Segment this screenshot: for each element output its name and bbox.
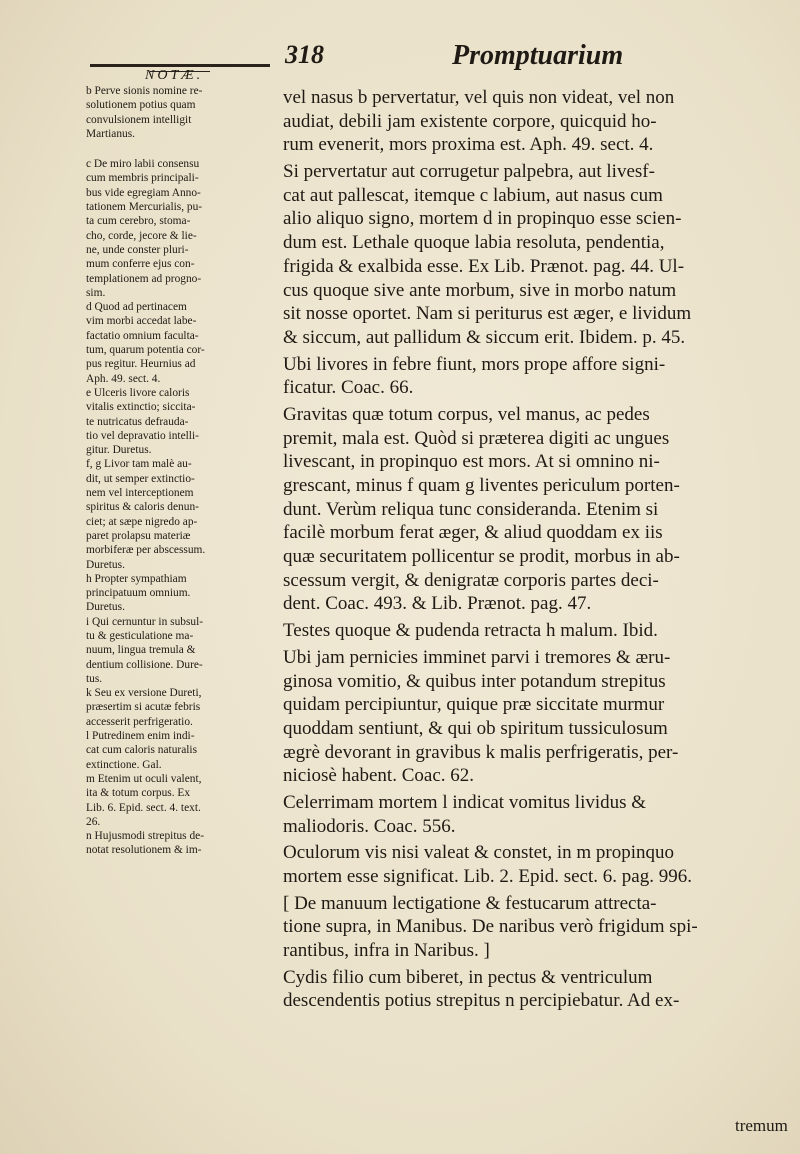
text-line: audiat, debili jam existente corpore, quicquid ho- — [283, 110, 657, 132]
note-line: accesserit perfrigeratio. — [86, 715, 193, 728]
note-line: tum, quarum potentia cor- — [86, 344, 205, 357]
note-line: ciet; at sæpe nigredo ap- — [86, 515, 198, 528]
note-line: morbiferæ per abscessum. — [86, 544, 206, 557]
text-line: maliodoris. Coac. 556. — [283, 815, 456, 837]
note-line: vitalis extinctio; siccita- — [86, 401, 196, 414]
text-line: Si pervertatur aut corrugetur palpebra, aut livesf- — [283, 161, 655, 183]
note-line: dentium collisione. Dure- — [86, 658, 203, 671]
text-line: cat aut pallescat, itemque c labium, aut nasus cum — [283, 184, 663, 206]
note-line: e Ulceris livore caloris — [86, 386, 190, 399]
note-line: m Etenim ut oculi valent, — [86, 772, 202, 785]
note-line: h Propter sympathiam — [86, 572, 187, 585]
text-line: sit nosse oportet. Nam si periturus est æger, e lividum — [283, 303, 692, 325]
text-line: tione supra, in Manibus. De naribus verò frigidum spi- — [283, 916, 698, 938]
text-line: ficatur. Coac. 66. — [283, 377, 414, 399]
text-line: dent. Coac. 493. & Lib. Prænot. pag. 47. — [283, 593, 592, 615]
note-line: ita & totum corpus. Ex — [86, 787, 191, 800]
text-line: grescant, minus f quam g liventes periculum porten- — [283, 475, 680, 496]
note-line: ne, unde conster pluri- — [86, 243, 189, 256]
text-line: quidam percipiuntur, quique præ siccitate murmur — [283, 694, 665, 716]
note-line: nuum, lingua tremula & — [86, 644, 196, 657]
note-line: tio vel depravatio intelli- — [86, 429, 199, 442]
text-line: descendentis potius strepitus n percipiebatur. Ad ex- — [283, 990, 680, 1012]
text-line: dum est. Lethale quoque labia resoluta, pendentia, — [283, 232, 665, 254]
text-line: ginosa vomitio, & quibus inter potandum strepitus — [283, 670, 666, 692]
main-text — [283, 86, 791, 1013]
text-line: alio aliquo signo, mortem d in propinquo esse scien- — [283, 208, 682, 230]
text-line: quoddam sentiunt, & qui ob spiritum tussiculosum — [283, 717, 668, 739]
text-line: livescant, in propinquo est mors. At si omnino ni- — [283, 451, 660, 473]
text-line: scessum vergit, & denigratæ corporis partes deci- — [283, 569, 659, 591]
text-line: frigida & exalbida esse. Ex Lib. Prænot. pag. 44. Ul- — [283, 255, 685, 277]
header-rule — [90, 64, 270, 67]
running-title: Promptuarium — [452, 40, 624, 71]
notes-spacer — [86, 141, 276, 149]
note-line: paret prolapsu materiæ — [86, 529, 191, 542]
note-line: Aph. 49. sect. 4. — [86, 372, 161, 385]
note-line: n Hujusmodi strepitus de- — [86, 830, 205, 843]
note-line: factatio omnium faculta- — [86, 329, 199, 342]
note-line: extinctione. Gal. — [86, 758, 162, 771]
note-line: ta cum cerebro, stoma- — [86, 215, 191, 228]
text-line: Testes quoque & pudenda retracta h malum. Ibid. — [283, 620, 658, 642]
note-line: b Perve sionis nomine re- — [86, 85, 203, 97]
text-line: facilè morbum ferat æger, & aliud quoddam ex iis — [283, 522, 663, 544]
note-line: nem vel interceptionem — [86, 487, 194, 500]
page-number: 318 — [285, 40, 324, 69]
text-line: dunt. Verùm reliqua tunc consideranda. Etenim si — [283, 498, 659, 520]
note-line: Duretus. — [86, 558, 125, 571]
note-line: convulsionem intelligit — [86, 113, 192, 126]
notes-spacer — [86, 149, 276, 157]
text-line: rantibus, infra in Naribus. ] — [283, 940, 490, 962]
note-line: gitur. Duretus. — [86, 444, 152, 457]
text-line: rum evenerit, mors proxima est. Aph. 49. sect. 4. — [283, 134, 654, 156]
text-line: Celerrimam mortem l indicat vomitus lividus & — [283, 791, 647, 813]
note-line: vim morbi accedat labe- — [86, 315, 197, 328]
note-line: te nutricatus defrauda- — [86, 415, 189, 428]
note-line: spiritus & caloris denun- — [86, 501, 199, 514]
text-line: premit, mala est. Quòd si præterea digiti ac ungues — [283, 427, 670, 449]
note-line: præsertim si acutæ febris — [86, 701, 201, 714]
text-line: niciosè habent. Coac. 62. — [283, 765, 475, 787]
note-line: dit, ut semper extinctio- — [86, 472, 195, 485]
note-line: tationem Mercurialis, pu- — [86, 201, 203, 214]
note-line: Duretus. — [86, 601, 125, 614]
note-line: tus. — [86, 672, 103, 685]
note-line: bus vide egregiam Anno- — [86, 186, 201, 199]
text-line: & siccum, aut pallidum & siccum erit. Ibidem. p. 45. — [283, 326, 686, 348]
note-line: Martianus. — [86, 127, 136, 140]
note-line: cho, corde, jecore & lie- — [86, 229, 197, 242]
text-line: vel nasus b pervertatur, vel quis non videat, vel non — [283, 87, 675, 108]
text-line: mortem esse significat. Lib. 2. Epid. sect. 6. pag. 996. — [283, 866, 692, 887]
note-line: l Putredinem enim indi- — [86, 730, 195, 743]
text-line: Cydis filio cum biberet, in pectus & ventriculum — [283, 966, 653, 988]
text-line: Ubi livores in febre fiunt, mors prope affore signi- — [283, 353, 666, 375]
note-line: mum conferre ejus con- — [86, 258, 195, 271]
note-line: i Qui cernuntur in subsul- — [86, 615, 204, 628]
note-line: d Quod ad pertinacem — [86, 301, 187, 314]
note-line: principatuum omnium. — [86, 587, 191, 600]
text-line: Ubi jam pernicies imminet parvi i tremores & æru- — [283, 646, 671, 668]
note-line: cat cum caloris naturalis — [86, 744, 198, 757]
note-line: k Seu ex versione Dureti, — [86, 687, 202, 700]
note-line: pus regitur. Heurnius ad — [86, 358, 196, 371]
text-line: quæ securitatem pollicentur se prodit, morbus in ab- — [283, 546, 680, 568]
note-line: solutionem potius quam — [86, 99, 196, 112]
text-line: cus quoque sive ante morbum, sive in morbo natum — [283, 279, 677, 301]
note-line: templationem ad progno- — [86, 272, 202, 285]
catchword: tremum — [735, 1116, 788, 1135]
note-line: Lib. 6. Epid. sect. 4. text. — [86, 801, 201, 814]
note-line: tu & gesticulatione ma- — [86, 629, 194, 642]
text-line: Oculorum vis nisi valeat & constet, in m propinquo — [283, 842, 675, 864]
text-line: Gravitas quæ totum corpus, vel manus, ac pedes — [283, 403, 650, 425]
note-line: f, g Livor tam malè au- — [86, 458, 192, 471]
marginal-notes — [86, 84, 276, 858]
note-line: cum membris principali- — [86, 172, 199, 185]
text-line: [ De manuum lectigatione & festucarum attrecta- — [283, 892, 657, 914]
note-line: c De miro labii consensu — [86, 158, 200, 171]
text-line: ægrè devorant in gravibus k malis perfrigeratis, per- — [283, 741, 679, 763]
notes-heading: NOTÆ. — [145, 68, 204, 83]
note-line: 26. — [86, 815, 101, 828]
note-line: notat resolutionem & im- — [86, 844, 202, 857]
note-line: sim. — [86, 286, 106, 299]
